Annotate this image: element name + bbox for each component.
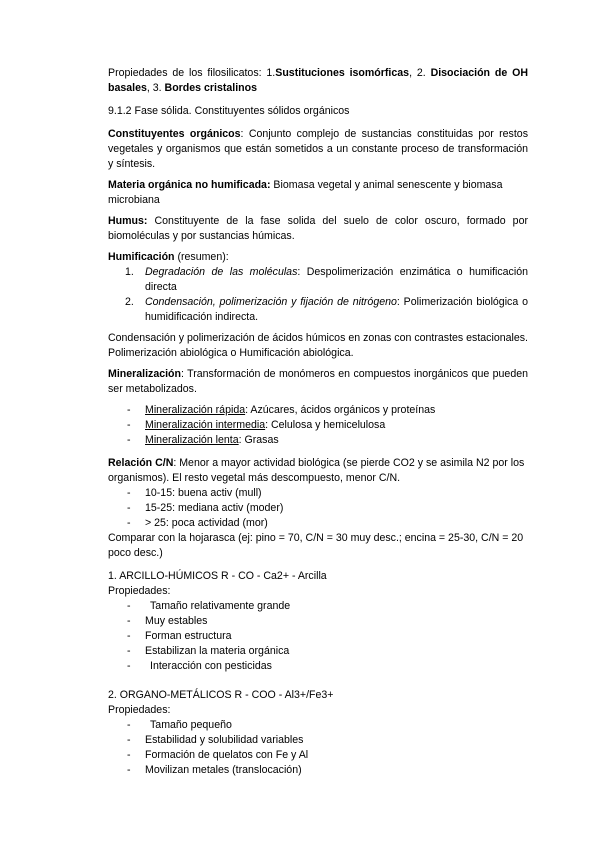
dash-bullet: -	[127, 404, 131, 416]
document-body	[108, 66, 528, 778]
dash-bullet: -	[127, 615, 131, 627]
dash-bullet: -	[127, 434, 131, 446]
item-text: : Celulosa y hemicelulosa	[265, 419, 386, 431]
list-item	[108, 763, 528, 778]
humificacion-term: Humificación	[108, 251, 175, 263]
mineralizacion-intermedia-link: Mineralización intermedia	[145, 419, 266, 431]
list-item	[108, 403, 528, 418]
item-text: Estabilizan la materia orgánica	[145, 645, 290, 657]
dash-bullet: -	[127, 645, 131, 657]
mineralizacion-lenta-link: Mineralización lenta	[145, 434, 239, 446]
list-item	[108, 659, 528, 674]
mineralizacion-paragraph	[108, 367, 528, 397]
mineralizacion-text: : Transformación de monómeros en compuestos inorgánicos que pueden ser metabolizados.	[108, 368, 528, 395]
dash-bullet: -	[127, 600, 131, 612]
list-item	[108, 418, 528, 433]
condensacion-paragraph: Condensación y polimerización de ácidos húmicos en zonas con contrastes estacionales. Polimerización abiológica o Humificación abiológica.	[108, 332, 528, 359]
dash-bullet: -	[127, 419, 131, 431]
dash-bullet: -	[127, 719, 131, 731]
degradacion-text: : Despolimerización enzimática o humificación directa	[145, 266, 528, 293]
dash-bullet: -	[127, 517, 131, 529]
list-item	[108, 644, 528, 659]
relacion-paragraph	[108, 456, 528, 486]
item-text: Forman estructura	[145, 630, 232, 642]
section-heading: 9.1.2 Fase sólida. Constituyentes sólidos orgánicos	[108, 105, 350, 117]
filosilicatos-paragraph	[108, 66, 528, 96]
list-item	[108, 486, 528, 501]
degradacion-italic: Degradación de las moléculas	[145, 266, 298, 278]
mineralizacion-list	[108, 403, 528, 448]
bordes-bold: Bordes cristalinos	[164, 82, 257, 94]
item-text: Formación de quelatos con Fe y Al	[145, 749, 309, 761]
humificacion-heading	[108, 250, 528, 265]
list-item	[108, 733, 528, 748]
sep-2: , 3.	[146, 82, 165, 94]
dash-bullet: -	[127, 630, 131, 642]
dash-bullet: -	[127, 734, 131, 746]
item-text: : Grasas	[238, 434, 279, 446]
dash-bullet: -	[127, 749, 131, 761]
condensacion-text: : Polimerización biológica o humidificación indirecta.	[145, 296, 528, 323]
filosilicatos-lead: Propiedades de los filosilicatos: 1.	[108, 67, 276, 79]
constituyentes-paragraph	[108, 127, 528, 172]
relacion-list	[108, 486, 528, 531]
constituyentes-term: Constituyentes orgánicos	[108, 128, 241, 140]
dash-bullet: -	[127, 660, 131, 672]
list-item	[108, 501, 528, 516]
relacion-text: : Menor a mayor actividad biológica (se pierde CO2 y se asimila N2 por los organismos). El resto vegetal más descompuesto, menor C/N.	[108, 457, 525, 484]
list-item	[108, 614, 528, 629]
item-text: Tamaño pequeño	[150, 719, 232, 731]
humificacion-rest: (resumen):	[174, 251, 229, 263]
list-item	[108, 433, 528, 448]
list-number: 1.	[125, 266, 134, 278]
relacion-term: Relación C/N	[108, 457, 174, 469]
dash-bullet: -	[127, 502, 131, 514]
mineralizacion-rapida-link: Mineralización rápida	[145, 404, 246, 416]
constituyentes-text: : Conjunto complejo de sustancias constituidas por restos vegetales y organismos que están sometidos a un constante proceso de transformación y síntesis.	[108, 128, 528, 170]
sep-1: , 2.	[409, 67, 431, 79]
item-text: Tamaño relativamente grande	[150, 600, 291, 612]
arcillo-list	[108, 599, 528, 674]
mineralizacion-term: Mineralización	[108, 368, 181, 380]
arcillo-label: Propiedades:	[108, 585, 171, 597]
humus-term: Humus:	[108, 215, 148, 227]
dash-bullet: -	[127, 487, 131, 499]
item-text: Interacción con pesticidas	[150, 660, 272, 672]
materia-paragraph	[108, 178, 528, 208]
disociacion-bold: Disociación de OH basales	[108, 67, 528, 94]
list-item	[108, 629, 528, 644]
humus-text: Constituyente de la fase solida del suelo de color oscuro, formado por biomoléculas y por sustancias húmicas.	[108, 215, 528, 242]
item-text: > 25: poca actividad (mor)	[145, 517, 268, 529]
materia-text: Biomasa vegetal y animal senescente y biomasa microbiana	[108, 179, 503, 206]
item-text: : Azúcares, ácidos orgánicos y proteínas	[245, 404, 436, 416]
item-text: Estabilidad y solubilidad variables	[145, 734, 304, 746]
list-number: 2.	[125, 296, 134, 308]
condensacion-italic: Condensación, polimerización y fijación de nitrógeno	[145, 296, 397, 308]
sustituciones-bold: Sustituciones isomórficas	[275, 67, 410, 79]
list-item	[108, 718, 528, 733]
list-item	[108, 516, 528, 531]
item-text: 10-15: buena activ (mull)	[145, 487, 262, 499]
item-text: 15-25: mediana activ (moder)	[145, 502, 284, 514]
item-text: Movilizan metales (translocación)	[145, 764, 302, 776]
list-item	[108, 295, 528, 325]
organo-label: Propiedades:	[108, 704, 171, 716]
organo-title: 2. ORGANO-METÁLICOS R - COO - Al3+/Fe3+	[108, 689, 334, 701]
comparar-paragraph: Comparar con la hojarasca (ej: pino = 70, C/N = 30 muy desc.; encina = 25-30, C/N = 20 poco desc.)	[108, 532, 524, 559]
item-text: Muy estables	[145, 615, 208, 627]
dash-bullet: -	[127, 764, 131, 776]
materia-term: Materia orgánica no humificada:	[108, 179, 271, 191]
list-item	[108, 748, 528, 763]
humificacion-list	[108, 265, 528, 325]
list-item	[108, 599, 528, 614]
arcillo-title: 1. ARCILLO-HÚMICOS R - CO - Ca2+ - Arcilla	[108, 570, 327, 582]
list-item	[108, 265, 528, 295]
organo-list	[108, 718, 528, 778]
humus-paragraph	[108, 214, 528, 244]
